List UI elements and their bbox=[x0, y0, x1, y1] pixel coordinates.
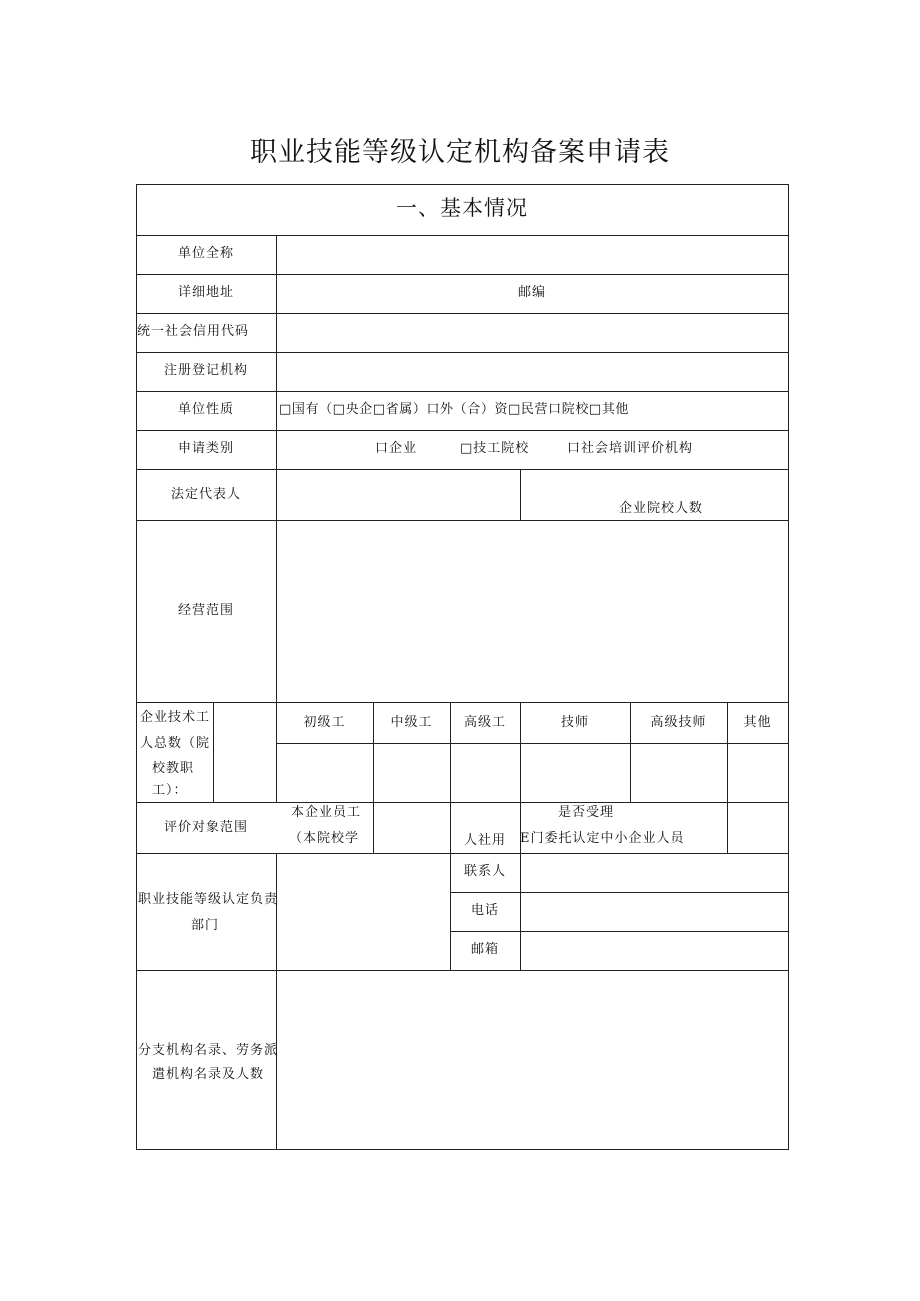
level-header-senior-technician: 高级技师 bbox=[650, 715, 707, 730]
border-right bbox=[788, 184, 789, 1150]
address-field[interactable] bbox=[277, 275, 507, 313]
registry-field[interactable] bbox=[277, 353, 788, 391]
level-header-line bbox=[276, 743, 789, 744]
accept-hrss-label: 人社用 bbox=[464, 833, 507, 848]
border-bottom bbox=[136, 1149, 789, 1150]
phone-label: 电话 bbox=[470, 903, 499, 918]
business-scope-label: 经营范围 bbox=[177, 603, 234, 618]
nature-options[interactable]: □国有（□央企□省属）口外（合）资□民营口院校□其他 bbox=[279, 402, 630, 417]
phone-field[interactable] bbox=[521, 893, 788, 931]
level-header-advanced: 高级工 bbox=[463, 715, 506, 730]
registry-label: 注册登记机构 bbox=[163, 363, 248, 378]
category-technical-school-option[interactable]: □技工院校 bbox=[460, 441, 530, 456]
unit-name-field[interactable] bbox=[277, 236, 788, 274]
email-field[interactable] bbox=[521, 932, 788, 970]
accept-sme-option[interactable]: E门委托认定中小企业人员 bbox=[520, 831, 685, 846]
level-header-technician: 技师 bbox=[560, 715, 589, 730]
level-header-intermediate: 中级工 bbox=[390, 715, 433, 730]
address-label: 详细地址 bbox=[177, 285, 234, 300]
section-heading: 一、基本情况 bbox=[396, 196, 528, 220]
page-title: 职业技能等级认定机构备案申请表 bbox=[250, 137, 670, 168]
total-workers-label-line4: 工）： bbox=[152, 783, 188, 798]
branch-label-line1: 分支机构名录、劳务派 bbox=[138, 1043, 279, 1058]
branch-label-line2: 遣机构名录及人数 bbox=[152, 1067, 265, 1082]
postcode-label: 邮编 bbox=[518, 285, 547, 300]
credit-code-field[interactable] bbox=[277, 314, 788, 352]
eval-scope-label: 评价对象范围 bbox=[163, 820, 248, 835]
business-scope-field[interactable] bbox=[277, 521, 788, 702]
category-label: 申请类别 bbox=[177, 441, 234, 456]
dept-label-line2: 部门 bbox=[191, 918, 220, 933]
row-line bbox=[136, 391, 789, 392]
credit-code-label: 统一社会信用代码 bbox=[137, 324, 250, 339]
staff-count-field[interactable] bbox=[521, 470, 788, 494]
own-staff-option-line1[interactable]: 本企业员工 bbox=[291, 805, 362, 820]
category-enterprise-option[interactable]: 口企业 bbox=[375, 441, 418, 456]
postcode-field[interactable] bbox=[560, 275, 788, 313]
unit-name-label: 单位全称 bbox=[177, 246, 234, 261]
row-line bbox=[136, 802, 789, 803]
dept-label-line1: 职业技能等级认定负责 bbox=[138, 892, 279, 907]
level-header-primary: 初级工 bbox=[303, 715, 346, 730]
accept-label: 是否受理 bbox=[558, 805, 615, 820]
branch-field[interactable] bbox=[277, 971, 788, 1149]
staff-count-label: 企业院校人数 bbox=[619, 501, 704, 516]
level-col-line bbox=[450, 702, 451, 970]
category-training-org-option[interactable]: 口社会培训评价机构 bbox=[567, 441, 694, 456]
legal-rep-field[interactable] bbox=[277, 470, 520, 520]
row-line bbox=[136, 702, 789, 703]
contact-label: 联系人 bbox=[463, 864, 506, 879]
email-label: 邮箱 bbox=[470, 942, 499, 957]
total-workers-label-line3: 校教职 bbox=[152, 761, 195, 776]
dept-field[interactable] bbox=[277, 854, 450, 970]
total-workers-label-line2: 人总数（院 bbox=[140, 736, 211, 751]
contact-field[interactable] bbox=[521, 854, 788, 892]
workers-divider bbox=[213, 702, 214, 802]
own-staff-option-line2: （本院校学 bbox=[289, 831, 360, 846]
nature-label: 单位性质 bbox=[177, 402, 234, 417]
level-header-other: 其他 bbox=[743, 715, 772, 730]
row-line bbox=[136, 430, 789, 431]
border-top bbox=[136, 184, 789, 185]
legal-rep-label: 法定代表人 bbox=[170, 487, 241, 502]
total-workers-label-line1: 企业技术工 bbox=[140, 710, 211, 725]
